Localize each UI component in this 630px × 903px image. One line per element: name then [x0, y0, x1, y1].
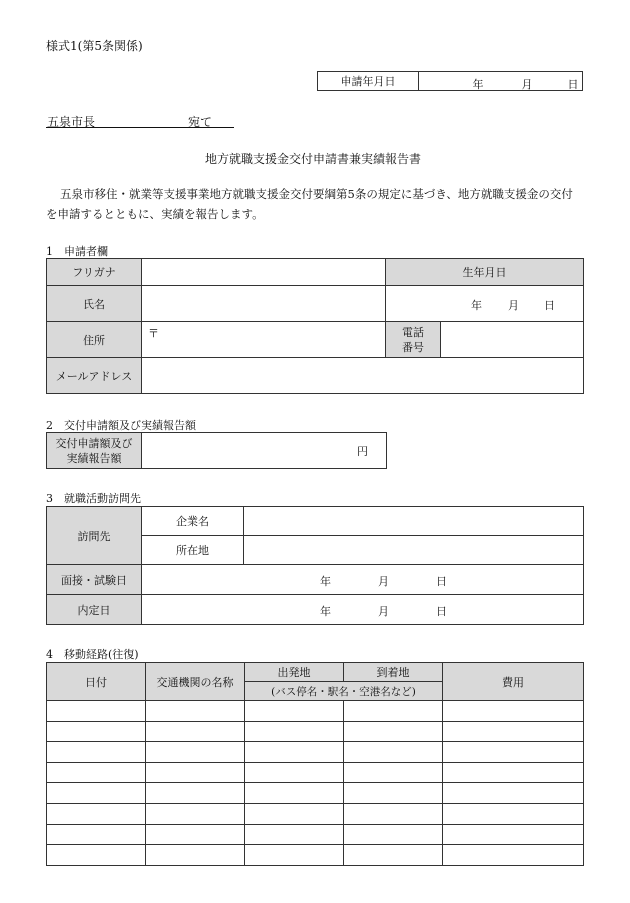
route-cell[interactable]	[245, 845, 344, 866]
page-title: 地方就職支援金交付申請書兼実績報告書	[205, 152, 422, 166]
application-date-table	[317, 71, 583, 91]
name-label: 氏名	[47, 286, 142, 322]
section3-heading: 3 就職活動訪問先	[46, 492, 141, 505]
offer-month-label: 月	[378, 605, 389, 618]
postal-mark: 〒	[148, 327, 159, 340]
table-row	[47, 701, 584, 722]
route-cell[interactable]	[344, 762, 443, 783]
route-cell[interactable]	[443, 762, 584, 783]
section2-heading: 2 交付申請額及び実績報告額	[46, 419, 196, 432]
amount-label-line-1: 交付申請額及び	[55, 436, 133, 450]
phone-label-line-1: 電話	[402, 325, 424, 339]
route-cell[interactable]	[344, 701, 443, 722]
application-date-field[interactable]	[419, 72, 583, 91]
route-cell[interactable]	[344, 824, 443, 845]
email-field[interactable]	[142, 358, 584, 394]
route-cell[interactable]	[47, 824, 146, 845]
route-cell[interactable]	[245, 783, 344, 804]
table-row	[47, 721, 584, 742]
location-label: 所在地	[142, 536, 244, 565]
amount-field[interactable]	[142, 433, 387, 469]
route-cell[interactable]	[443, 845, 584, 866]
route-cell[interactable]	[344, 803, 443, 824]
route-cell[interactable]	[146, 701, 245, 722]
route-header-transport: 交通機関の名称	[146, 663, 245, 701]
interview-day-label: 日	[436, 575, 447, 588]
offer-date-field[interactable]	[142, 595, 584, 625]
addressee-underline	[46, 127, 234, 128]
furigana-label: フリガナ	[47, 259, 142, 286]
route-cell[interactable]	[47, 803, 146, 824]
route-cell[interactable]	[245, 721, 344, 742]
route-cell[interactable]	[146, 783, 245, 804]
route-cell[interactable]	[245, 824, 344, 845]
route-cell[interactable]	[443, 742, 584, 763]
route-table	[46, 662, 584, 866]
route-cell[interactable]	[146, 824, 245, 845]
route-cell[interactable]	[245, 762, 344, 783]
route-cell[interactable]	[146, 721, 245, 742]
birthdate-field[interactable]	[386, 286, 584, 322]
table-row	[47, 742, 584, 763]
company-label: 企業名	[142, 507, 244, 536]
birth-year-label: 年	[471, 299, 482, 312]
route-cell[interactable]	[47, 742, 146, 763]
day-label: 日	[567, 77, 579, 91]
intro-line-2: を申請するとともに、実績を報告します。	[46, 207, 264, 221]
application-date-label: 申請年月日	[318, 72, 419, 91]
company-field[interactable]	[244, 507, 584, 536]
amount-label	[47, 433, 142, 469]
route-cell[interactable]	[47, 721, 146, 742]
route-cell[interactable]	[443, 824, 584, 845]
addressee-city: 五泉市長	[47, 115, 96, 129]
birthdate-label: 生年月日	[386, 259, 584, 286]
phone-field[interactable]	[441, 322, 584, 358]
route-cell[interactable]	[146, 742, 245, 763]
route-header-note: (バス停名・駅名・空港名など)	[245, 682, 443, 701]
visit-label: 訪問先	[47, 507, 142, 565]
birth-day-label: 日	[544, 299, 555, 312]
interview-month-label: 月	[378, 575, 389, 588]
table-row	[47, 762, 584, 783]
route-cell[interactable]	[344, 721, 443, 742]
route-header-departure: 出発地	[245, 663, 344, 682]
route-cell[interactable]	[146, 803, 245, 824]
route-header-date: 日付	[47, 663, 146, 701]
route-cell[interactable]	[47, 701, 146, 722]
yen-unit: 円	[357, 444, 368, 458]
route-cell[interactable]	[245, 701, 344, 722]
address-field[interactable]	[142, 322, 386, 358]
route-cell[interactable]	[344, 783, 443, 804]
amount-table	[46, 432, 387, 469]
visit-table	[46, 506, 584, 625]
route-cell[interactable]	[344, 742, 443, 763]
address-label: 住所	[47, 322, 142, 358]
route-cell[interactable]	[47, 783, 146, 804]
section4-heading: 4 移動経路(往復)	[46, 648, 139, 661]
table-row	[47, 824, 584, 845]
interview-date-field[interactable]	[142, 565, 584, 595]
phone-label-line-2: 番号	[402, 340, 424, 354]
route-cell[interactable]	[344, 845, 443, 866]
interview-label: 面接・試験日	[47, 565, 142, 595]
route-cell[interactable]	[245, 803, 344, 824]
route-cell[interactable]	[146, 845, 245, 866]
intro-line-1: 五泉市移住・就業等支援事業地方就職支援金交付要綱第5条の規定に基づき、地方就職支援金の交付	[60, 187, 573, 201]
route-cell[interactable]	[47, 845, 146, 866]
birth-month-label: 月	[508, 299, 519, 312]
route-cell[interactable]	[146, 762, 245, 783]
route-cell[interactable]	[245, 742, 344, 763]
route-cell[interactable]	[443, 701, 584, 722]
location-field[interactable]	[244, 536, 584, 565]
name-field[interactable]	[142, 286, 386, 322]
applicant-table	[46, 258, 584, 394]
offer-label: 内定日	[47, 595, 142, 625]
route-cell[interactable]	[443, 721, 584, 742]
table-row	[47, 803, 584, 824]
route-header-arrival: 到着地	[344, 663, 443, 682]
section1-heading: 1 申請者欄	[46, 245, 108, 258]
offer-year-label: 年	[320, 605, 331, 618]
year-label: 年	[472, 77, 484, 91]
route-cell[interactable]	[443, 783, 584, 804]
form-number: 様式1(第5条関係)	[46, 39, 143, 53]
route-cell[interactable]	[47, 762, 146, 783]
route-cell[interactable]	[443, 803, 584, 824]
email-label: メールアドレス	[47, 358, 142, 394]
interview-year-label: 年	[320, 575, 331, 588]
table-row	[47, 845, 584, 866]
offer-day-label: 日	[436, 605, 447, 618]
phone-label	[386, 322, 441, 358]
addressee-honorific: 宛て	[188, 115, 213, 129]
route-header-cost: 費用	[443, 663, 584, 701]
month-label: 月	[521, 77, 533, 91]
table-row	[47, 783, 584, 804]
amount-label-line-2: 実績報告額	[66, 451, 122, 465]
furigana-field[interactable]	[142, 259, 386, 286]
